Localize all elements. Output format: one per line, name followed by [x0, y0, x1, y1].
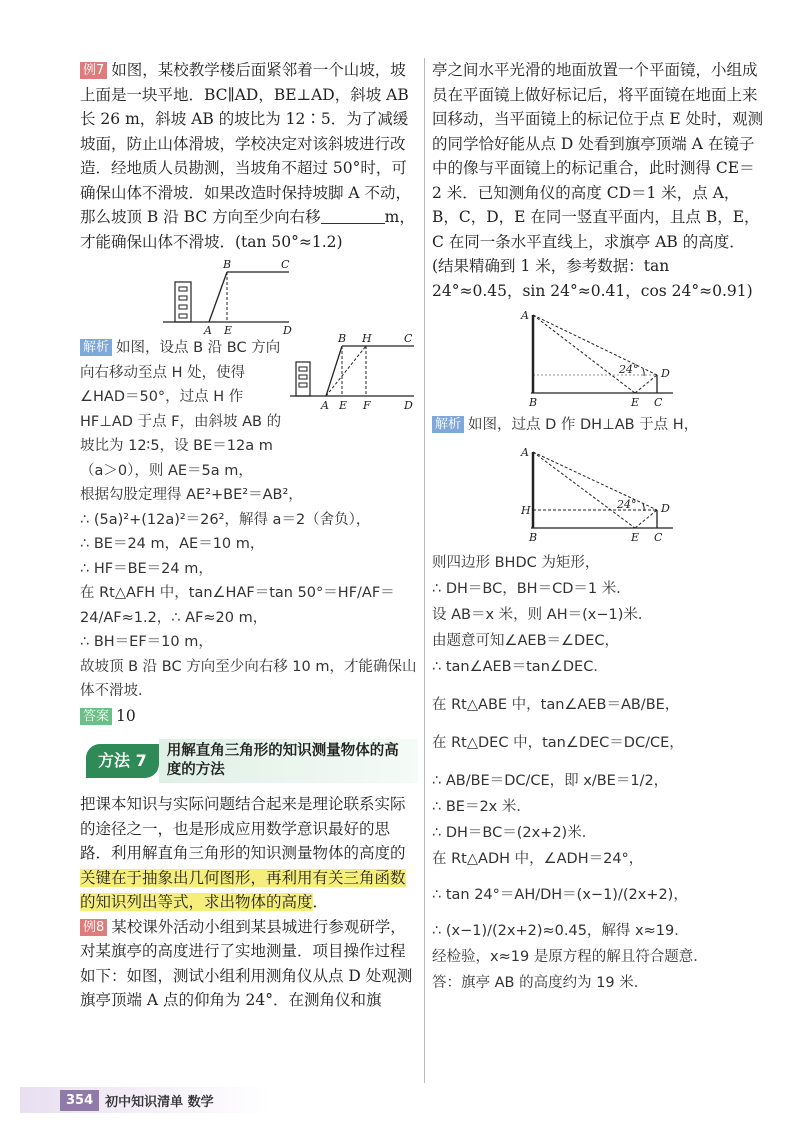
fig4-label-d: D [661, 501, 670, 515]
fig3-label-b: B [529, 396, 538, 409]
answer-tag: 答案 [80, 708, 112, 725]
solution-2-line: 在 Rt△ADH 中，∠ADH＝24°， [432, 850, 644, 867]
solution-line: 根据勾股定理得 AE²+BE²＝AB²， [80, 487, 303, 503]
fig2-label-c: C [404, 332, 413, 345]
solution-line: ∴ (5a)²+(12a)²＝26²，解得 a＝2（舍负）， [80, 511, 371, 528]
analysis-2-tag: 解析 [432, 416, 464, 433]
fig2-label-e: E [339, 399, 348, 412]
solution-2-line: ∴ DH＝BC＝(2x+2)米． [432, 824, 597, 841]
fig4-label-b: B [529, 530, 538, 544]
solution-2-line: ∴ BE＝2x 米． [432, 798, 531, 815]
solution-2 [432, 550, 764, 996]
fig1-label-c: C [281, 258, 290, 271]
method-text-a: 把课本知识与实际问题结合起来是理论联系实际的途径之一，也是形成应用数学意识最好的思路．利用解直角三角形的知识测量物体的高度的 [80, 795, 406, 862]
fig4-label-h: H [521, 503, 531, 517]
solution-2-line: ∴ tan 24°＝AH/DH＝(x−1)/(2x+2)， [432, 886, 688, 903]
fig4-label-e: E [631, 530, 640, 544]
solution-line: ∴ BE＝24 m，AE＝10 m， [80, 536, 265, 552]
method-text-b: ． [312, 893, 329, 911]
solution-2-line: 在 Rt△ABE 中，tan∠AEB＝AB/BE， [432, 696, 680, 713]
example-8-continued: 亭之间水平光滑的地面放置一个平面镜，小组成员在平面镜上做好标记后，将平面镜在地面上来回移动，当平面镜上的标记位于点 E 处时，观测的同学恰好能从点 D 处看到旗亭顶端 A 在镜子中的像与平面镜上的标记重合，此时测得 CE＝2 米．已知测角仪的高度 CD＝1 米，点 A，B，C，D，E 在同一竖直平面内，且点 B，E，C 在同一条水平直线上，求旗亭 AB 的高度．(结果精确到 1 米，参考数据：tan 24°≈0.45，sin 24°≈0.41，cos 24°≈0.91) [432, 61, 764, 300]
analysis-2-intro: 如图，过点 D 作 DH⊥AB 于点 H， [468, 417, 699, 433]
example-7-tag: 例7 [80, 62, 107, 79]
solution-2-line: 在 Rt△DEC 中，tan∠DEC＝DC/CE， [432, 734, 684, 751]
column-divider [424, 58, 425, 1083]
fig1-label-a: A [204, 324, 212, 336]
flagpole-figure-1 [513, 309, 683, 409]
solution-2-line: ∴ AB/BE＝DC/CE，即 x/BE＝1/2， [432, 772, 669, 789]
page-number: 354 [60, 1090, 99, 1111]
analysis-2 [432, 413, 764, 438]
slope-figure-1 [149, 254, 349, 336]
answer-value: 10 [116, 706, 136, 725]
example-7-text: 如图，某校教学楼后面紧邻着一个山坡，坡上面是一块平地．BC∥AD，BE⊥AD，斜坡 AB 长 26 m，斜坡 AB 的坡比为 12∶5．为了减缓坡面，防止山体滑坡，学校决定对该斜坡进行改造．经地质人员勘测，当坡角不超过 50°时，可确保山体不滑坡．如果改造时保持坡脚 A 不动，那么坡顶 B 沿 BC 方向至少向右移 [80, 61, 412, 226]
fig2-label-h: H [362, 332, 372, 345]
example-8-tag: 例8 [80, 919, 107, 936]
answer-blank [321, 209, 385, 224]
fig2-label-a: A [321, 399, 329, 412]
slope-figure-2 [290, 332, 418, 412]
solution-2-line: 经检验，x≈19 是原方程的解且符合题意． [432, 948, 708, 965]
solution-2-line: ∴ (x−1)/(2x+2)≈0.45，解得 x≈19． [432, 922, 689, 939]
flagpole-figure-2 [513, 446, 683, 546]
answer-row [80, 704, 418, 729]
fig3-label-c: C [654, 396, 663, 409]
solution-2-line: 设 AB＝x 米，则 AH＝(x−1)米． [432, 606, 653, 623]
solution-2-line: ∴ DH＝BC，BH＝CD＝1 米． [432, 580, 631, 597]
book-title: 初中知识清单 数学 [105, 1094, 214, 1110]
solution-2-line: ∴ tan∠AEB＝tan∠DEC． [432, 658, 608, 675]
example-7-text-end: m，才能确保山体不滑坡．(tan 50°≈1.2) [80, 208, 415, 251]
fig1-label-d: D [283, 324, 292, 336]
fig4-angle: 24° [617, 497, 637, 511]
right-column [432, 58, 764, 996]
analysis-block [80, 332, 418, 483]
example-7 [80, 58, 418, 254]
solution-line: ∴ BH＝EF＝10 m， [80, 634, 213, 650]
method-7-text [80, 792, 418, 915]
solution-line: 故坡顶 B 沿 BC 方向至少向右移 10 m，才能确保山体不滑坡． [80, 658, 417, 699]
solution-line: 在 Rt△AFH 中，tan∠HAF＝tan 50°＝HF/AF＝24/AF≈1.2，∴ AF≈20 m， [80, 585, 395, 626]
fig2-label-d: D [404, 399, 413, 412]
fig4-label-a: A [521, 445, 529, 459]
solution-2-line: 答：旗亭 AB 的高度约为 19 米． [432, 974, 649, 991]
fig3-angle: 24° [619, 363, 639, 376]
fig1-label-b: B [223, 258, 232, 271]
fig3-label-e: E [631, 396, 640, 409]
fig3-label-a: A [521, 309, 529, 322]
example-8-text: 某校课外活动小组到某县城进行参观研学，对某旗亭的高度进行了实地测量．项目操作过程如下：如图，测试小组利用测角仪从点 D 处观测旗亭顶端 A 点的仰角为 24°．在测角仪和旗 [80, 917, 413, 1009]
solution-2-line: 由题意可知∠AEB＝∠DEC， [432, 632, 619, 649]
solution-2-line: 则四边形 BHDC 为矩形， [432, 554, 600, 571]
fig2-label-b: B [338, 332, 347, 345]
method-7-tag: 方法 7 [86, 744, 159, 779]
fig2-label-f: F [363, 399, 371, 412]
example-8 [80, 915, 418, 1013]
analysis-intro: 如图，设点 B 沿 BC 方向向右移动至点 H 处，使得∠HAD＝50°，过点 H 作 HF⊥AD 于点 F，由斜坡 AB 的坡比为 12∶5，设 BE＝12a m（a＞0），则 AE＝5a m， [80, 340, 282, 479]
page-footer [20, 1087, 270, 1113]
fig4-label-c: C [654, 530, 663, 544]
method-7-title: 用解直角三角形的知识测量物体的高度的方法 [159, 739, 418, 783]
method-7-header [86, 738, 418, 784]
analysis-tag: 解析 [80, 339, 112, 356]
left-column [80, 58, 418, 1013]
method-highlight: 关键在于抽象出几何图形，再利用有关三角函数的知识列出等式，求出物体的高度 [80, 868, 406, 911]
solution-line: ∴ HF＝BE＝24 m， [80, 560, 213, 577]
fig1-label-e: E [224, 324, 233, 336]
fig3-label-d: D [661, 367, 670, 380]
